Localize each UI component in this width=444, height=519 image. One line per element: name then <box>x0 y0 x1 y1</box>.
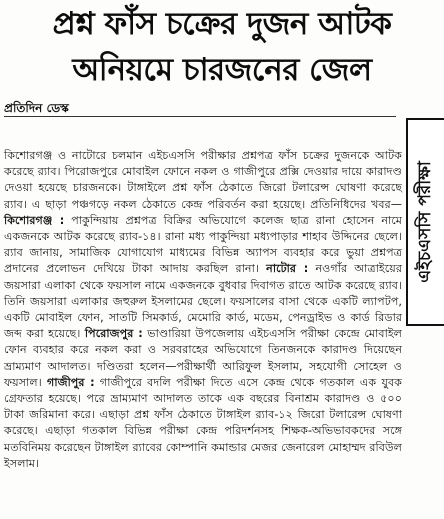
article-body <box>4 148 402 472</box>
headline-line-1: প্রশ্ন ফাঁস চক্রের দুজন আটক <box>52 6 392 42</box>
dateline-pirojpur: পিরোজপুর : <box>84 327 143 341</box>
byline: প্রতিদিন ডেস্ক <box>4 101 69 115</box>
gazipur-text: গাজীপুরে বদলি পরীক্ষা দিতে এসে কেন্দ্র থেকে গতকাল এক যুবক গ্রেফতার হয়েছে। পরে ভ্রাম্যমাণ আদালত তাকে এক বছরের বিনাশ্রম কারাদণ্ড ও ৫০০ টাকা জরিমানা করে। এছাড়া প্রশ্ন ফাঁস ঠেকাতে টাঙ্গাইল র‍্যাব-১২ জিরো টলারেন্স ঘোষণা করেছে। এছাড়া গতকাল বিভিন্ন পরীক্ষা কেন্দ্র পরিদর্শনসহ শিক্ষক-অভিভাবকদের সঙ্গে মতবিনিময় করেছেন টাঙ্গাইল র‍্যাবের কোম্পানি কমান্ডার মেজর জেনারেল মোহাম্মদ রবিউল ইসলাম। <box>4 375 402 470</box>
byline-divider <box>4 116 396 117</box>
dateline-natore: নাটোর : <box>266 262 309 276</box>
pirojpur-text: ভাণ্ডারিয়া উপজেলায় এইচএসসি পরীক্ষা কেন্দ্রে মোবাইল ফোন ব্যবহার করে নকল করা ও সরবরাহের অভিযোগে তিনজনকে কারাদণ্ড দিয়েছেন ভ্রাম্যমাণ আদালত। দণ্ডিতরা হলেন—পরীক্ষার্থী আরিফুল ইসলাম, সহযোগী সোহেল ও ফয়সাল। <box>4 327 402 389</box>
headline <box>0 2 444 92</box>
section-tab-label: এইচএসসি পরীক্ষা <box>415 161 435 283</box>
dateline-gazipur: গাজীপুর : <box>47 375 95 389</box>
kishoreganj-text: পাকুন্দিয়ায় প্রশ্নপত্র বিক্রির অভিযোগে কলেজ ছাত্র রানা হোসেন নামে একজনকে আটক করেছে র‍্যাব-১৪। রানা মধ্য পাকুন্দিয়া মধ্যপাড়ার শাহাব উদ্দিনের ছেলে। র‍্যাব জানায়, সামাজিক যোগাযোগ মাধ্যমের বিভিন্ন অ্যাপস ব্যবহার করে ভুয়া প্রশ্নপত্র প্রদানের প্রলোভন দেখিয়ে টাকা আদায় করছিল রানা। <box>4 213 402 276</box>
section-tab <box>406 118 444 326</box>
intro-paragraph: কিশোরগঞ্জ ও নাটোরে চলমান এইচএসসি পরীক্ষার প্রশ্নপত্র ফাঁস চক্রের দুজনকে আটক করেছে র‍্যাব। পিরোজপুরে মোবাইল ফোনে নকল ও গাজীপুরে প্রক্সি দেওয়ার দায়ে কারাদণ্ড দেওয়া হয়েছে চারজনকে। টাঙ্গাইলে প্রশ্ন ফাঁস ঠেকাতে জিরো টলারেন্স ঘোষণা করেছে র‍্যাব। এ ছাড়া পঞ্চগড়ে নকল ঠেকাতে কেন্দ্র পরিবর্তন করা হয়েছে। প্রতিনিধিদের খবর— <box>4 149 402 211</box>
dateline-kishoreganj: কিশোরগঞ্জ : <box>4 213 65 227</box>
natore-text: নওগাঁর আত্রাইয়ের জয়সারা এলাকা থেকে ফয়সাল নামে একজনকে বুধবার দিবাগত রাতে আটক করেছে র‍্যাব। তিনি জয়সারা এলাকার জহুরুল ইসলামের ছেলে। ফয়সালের বাসা থেকে একটি ল্যাপটপ, একটি মোবাইল ফোন, সাতটি সিমকার্ড, মেমোরি কার্ড, মডেম, পেনড্রাইভ ও কার্ড রিডার জব্দ করা হয়েছে। <box>4 262 402 341</box>
headline-line-2: অনিয়মে চারজনের জেল <box>72 52 372 88</box>
